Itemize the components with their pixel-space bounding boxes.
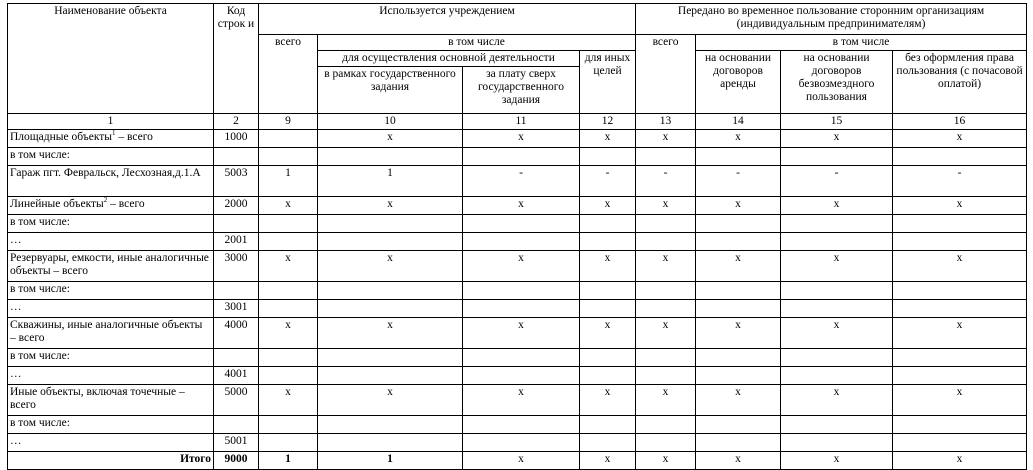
cell-c9: 1 [259,166,318,197]
col-number: 13 [636,114,696,130]
cell-c13 [636,148,696,166]
table-row [8,434,1027,452]
cell-c12 [580,233,636,251]
col-number: 16 [893,114,1027,130]
cell-c10: x [318,251,463,282]
cell-c10 [318,416,463,434]
row-code: 4000 [214,318,259,349]
cell-c10 [318,434,463,452]
col-number: 14 [696,114,781,130]
header-state-task: в рамках государственного задания [318,67,463,114]
cell-c11 [463,215,580,233]
cell-c14: x [696,318,781,349]
cell-c13: x [636,130,696,148]
cell-c9: x [259,318,318,349]
cell-c13 [636,434,696,452]
cell-c16: x [893,130,1027,148]
row-name: … [8,434,214,452]
cell-c14 [696,367,781,385]
header-code: Код строк и [214,4,259,114]
cell-c10 [318,367,463,385]
table-row [8,251,1027,282]
row-name: в том числе: [8,349,214,367]
cell-c12: x [580,197,636,215]
cell-c14 [696,416,781,434]
cell-c15 [781,349,893,367]
cell-c12: x [580,251,636,282]
cell-c15: x [781,318,893,349]
row-code: 3001 [214,300,259,318]
cell-c14: x [696,197,781,215]
row-code: 1000 [214,130,259,148]
table-row [8,130,1027,148]
row-name: … [8,233,214,251]
cell-c16: x [893,452,1027,470]
row-name: Иные объекты, включая точечные – всего [8,385,214,416]
cell-c10: x [318,385,463,416]
cell-c15: - [781,166,893,197]
cell-c11 [463,148,580,166]
table-row [8,215,1027,233]
cell-c14: x [696,251,781,282]
table-row [8,148,1027,166]
cell-c11: x [463,452,580,470]
cell-c12 [580,300,636,318]
cell-c11: x [463,130,580,148]
cell-c10 [318,215,463,233]
header-name: Наименование объекта [8,4,214,114]
cell-c15 [781,416,893,434]
cell-c12: - [580,166,636,197]
cell-c12 [580,349,636,367]
table-row [8,318,1027,349]
cell-c11 [463,367,580,385]
cell-c13 [636,282,696,300]
row-name: в том числе: [8,416,214,434]
cell-c16: x [893,318,1027,349]
cell-c11: x [463,385,580,416]
cell-c9: 1 [259,452,318,470]
cell-c13 [636,367,696,385]
cell-c12 [580,416,636,434]
cell-c15 [781,434,893,452]
header-no-rights: без оформления права пользования (с почасовой оплатой) [893,51,1027,114]
cell-c14 [696,434,781,452]
cell-c10: 1 [318,452,463,470]
cell-c16 [893,367,1027,385]
cell-c15 [781,300,893,318]
cell-c12: x [580,385,636,416]
cell-c11 [463,416,580,434]
cell-c11 [463,349,580,367]
table-row [8,166,1027,197]
cell-c9 [259,215,318,233]
row-code: 5001 [214,434,259,452]
cell-c9 [259,148,318,166]
row-name: Площадные объекты$^1$ – всего [8,130,214,148]
cell-c9: x [259,197,318,215]
cell-c16: - [893,166,1027,197]
cell-c11 [463,233,580,251]
col-number: 2 [214,114,259,130]
table-row [8,233,1027,251]
total-code: 9000 [214,452,259,470]
header-main-activity: для осуществления основной деятельности [318,51,580,67]
cell-c13: x [636,385,696,416]
row-code: 3000 [214,251,259,282]
row-name: Гараж пгт. Февральск, Лесхозная,д.1.А [8,166,214,197]
row-code [214,148,259,166]
cell-c15 [781,148,893,166]
cell-c15: x [781,130,893,148]
cell-c15 [781,215,893,233]
cell-c14 [696,148,781,166]
cell-c10 [318,349,463,367]
cell-c9 [259,282,318,300]
cell-c14: x [696,385,781,416]
header-transferred-including: в том числе [696,35,1027,51]
cell-c13: x [636,452,696,470]
row-name: … [8,367,214,385]
table-row [8,197,1027,215]
cell-c11 [463,282,580,300]
cell-c14: - [696,166,781,197]
row-code: 5003 [214,166,259,197]
row-code [214,416,259,434]
header-used-including: в том числе [318,35,636,51]
cell-c15 [781,282,893,300]
row-code [214,349,259,367]
cell-c13: - [636,166,696,197]
cell-c14 [696,233,781,251]
cell-c15 [781,233,893,251]
cell-c16: x [893,385,1027,416]
header-used: Используется учреждением [259,4,636,35]
cell-c14: x [696,130,781,148]
cell-c10 [318,300,463,318]
row-code: 5000 [214,385,259,416]
cell-c10 [318,148,463,166]
cell-c9 [259,300,318,318]
cell-c10: 1 [318,166,463,197]
header-paid-over: за плату сверх государственного задания [463,67,580,114]
cell-c10 [318,282,463,300]
cell-c16 [893,233,1027,251]
cell-c9 [259,130,318,148]
cell-c12 [580,282,636,300]
table-row [8,282,1027,300]
col-number: 15 [781,114,893,130]
cell-c13: x [636,197,696,215]
row-code [214,215,259,233]
row-name: в том числе: [8,282,214,300]
header-other-goals: для иных целей [580,51,636,114]
cell-c16 [893,215,1027,233]
row-code: 2000 [214,197,259,215]
cell-c14: x [696,452,781,470]
cell-c13 [636,349,696,367]
cell-c16 [893,349,1027,367]
cell-c14 [696,282,781,300]
cell-c11: x [463,197,580,215]
cell-c16 [893,434,1027,452]
total-row [8,452,1027,470]
cell-c9 [259,233,318,251]
property-table [7,3,1027,470]
table-row [8,349,1027,367]
cell-c10: x [318,318,463,349]
row-name: Скважины, иные аналогичные объекты – всего [8,318,214,349]
cell-c9 [259,367,318,385]
cell-c11 [463,300,580,318]
header-used-total: всего [259,35,318,114]
table-row [8,385,1027,416]
cell-c16: x [893,197,1027,215]
cell-c9 [259,416,318,434]
col-number: 10 [318,114,463,130]
cell-c16 [893,148,1027,166]
col-number: 12 [580,114,636,130]
row-name: … [8,300,214,318]
row-code: 4001 [214,367,259,385]
col-number: 9 [259,114,318,130]
cell-c16 [893,300,1027,318]
header-lease: на основании договоров аренды [696,51,781,114]
cell-c16: x [893,251,1027,282]
header-free-use: на основании договоров безвозмездного пользования [781,51,893,114]
cell-c12 [580,367,636,385]
table-row [8,416,1027,434]
table-row [8,367,1027,385]
row-name: Резервуары, емкости, иные аналогичные объекты – всего [8,251,214,282]
cell-c13 [636,416,696,434]
col-number: 1 [8,114,214,130]
cell-c12 [580,434,636,452]
cell-c13 [636,300,696,318]
row-code: 2001 [214,233,259,251]
cell-c11: x [463,251,580,282]
cell-c12: x [580,130,636,148]
cell-c15 [781,367,893,385]
cell-c14 [696,215,781,233]
cell-c9 [259,434,318,452]
cell-c12: x [580,318,636,349]
cell-c10 [318,233,463,251]
col-number: 11 [463,114,580,130]
total-label: Итого [8,452,214,470]
cell-c9: x [259,385,318,416]
cell-c15: x [781,197,893,215]
row-name: в том числе: [8,148,214,166]
cell-c12 [580,148,636,166]
cell-c16 [893,282,1027,300]
cell-c11: x [463,318,580,349]
cell-c9 [259,349,318,367]
row-code [214,282,259,300]
cell-c10: x [318,130,463,148]
header-transferred-total: всего [636,35,696,114]
cell-c10: x [318,197,463,215]
cell-c16 [893,416,1027,434]
cell-c12 [580,215,636,233]
header-transferred: Передано во временное пользование сторонним организациям (индивидуальным предпринимателям) [636,4,1027,35]
cell-c13 [636,215,696,233]
cell-c11 [463,434,580,452]
cell-c13 [636,233,696,251]
cell-c15: x [781,251,893,282]
column-number-row [8,114,1027,130]
cell-c14 [696,300,781,318]
cell-c13: x [636,251,696,282]
cell-c14 [696,349,781,367]
cell-c9: x [259,251,318,282]
cell-c15: x [781,452,893,470]
cell-c11: - [463,166,580,197]
row-name: в том числе: [8,215,214,233]
row-name: Линейные объекты$^2$ – всего [8,197,214,215]
cell-c12: x [580,452,636,470]
cell-c13: x [636,318,696,349]
table-row [8,300,1027,318]
cell-c15: x [781,385,893,416]
